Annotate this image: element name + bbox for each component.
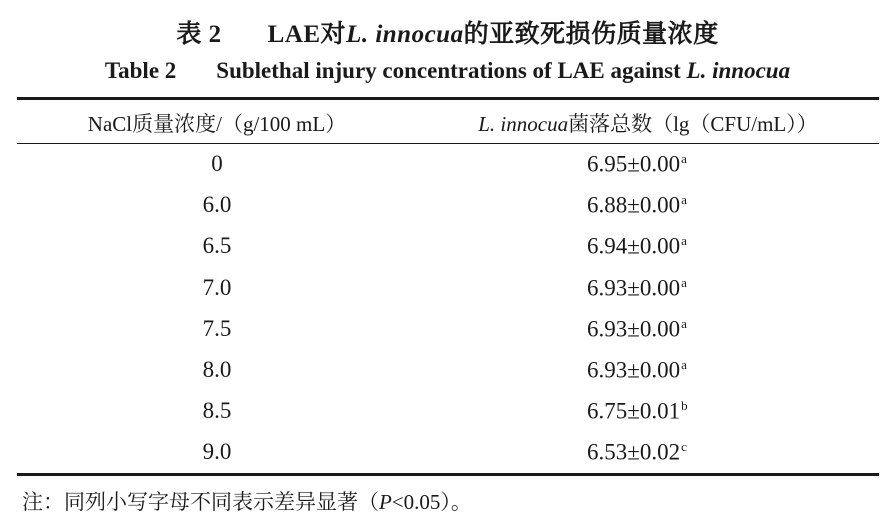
cell-count-value: 6.94±0.00: [587, 234, 681, 260]
cell-count-value: 6.95±0.00: [587, 151, 681, 177]
table-row: [17, 269, 879, 310]
cell-nacl: 6.5: [202, 233, 232, 259]
table-top-rule: [17, 97, 879, 100]
header-count: [417, 108, 879, 138]
cell-count-value: 6.93±0.00: [587, 316, 681, 342]
table-header-rule: [17, 143, 879, 144]
table-header: [17, 108, 879, 142]
title-cn-species: L. innocua: [346, 21, 464, 48]
cell-count: [587, 357, 687, 384]
note-suffix: <0.05）。: [391, 490, 472, 514]
significance-letter: a: [681, 315, 687, 331]
cell-count: [587, 233, 687, 260]
cell-nacl: 9.0: [202, 439, 232, 465]
table-row: [17, 433, 879, 474]
cell-count-value: 6.93±0.00: [587, 275, 681, 301]
note-p: P: [379, 490, 392, 514]
cell-count: [587, 398, 688, 425]
cell-count: [587, 151, 687, 178]
table-row: [17, 227, 879, 268]
title-cn-prefix: LAE对: [267, 21, 347, 48]
significance-letter: a: [681, 357, 687, 372]
cell-nacl: 0: [211, 151, 223, 176]
cell-count: [587, 439, 687, 466]
table-note: [22, 486, 472, 516]
title-cn-suffix: 的亚致死损伤质量浓度: [463, 21, 719, 48]
significance-letter: a: [681, 151, 687, 166]
header-count-species: L. innocua: [478, 112, 569, 136]
cell-count: [587, 316, 687, 343]
table-row: [17, 310, 879, 351]
significance-letter: c: [681, 439, 687, 455]
table-row: [17, 392, 879, 433]
cell-count: [587, 192, 687, 219]
header-count-suffix: 菌落总数（lg（CFU/mL））: [568, 112, 818, 136]
table-row: [17, 145, 879, 186]
cell-nacl: 8.0: [202, 357, 232, 382]
cell-count: [587, 275, 687, 302]
significance-letter: a: [681, 192, 687, 208]
cell-count-value: 6.53±0.02: [587, 440, 681, 466]
title-en-prefix: Sublethal injury concentrations of LAE against: [216, 58, 687, 83]
table-row: [17, 186, 879, 227]
title-en-species: L. innocua: [686, 58, 791, 83]
cell-nacl: 6.0: [202, 192, 232, 218]
cell-count-value: 6.88±0.00: [587, 192, 681, 218]
table-row: [17, 351, 879, 392]
cell-count-value: 6.75±0.01: [587, 398, 681, 424]
note-prefix: 注：同列小写字母不同表示差异显著（: [22, 490, 379, 514]
cell-count-value: 6.93±0.00: [587, 357, 681, 383]
significance-letter: a: [681, 274, 687, 290]
table-title-en: [0, 58, 895, 84]
significance-letter: a: [681, 233, 687, 249]
table-label-en: Table 2: [104, 58, 177, 83]
header-nacl: NaCl质量浓度/（g/100 mL）: [87, 112, 347, 136]
cell-nacl: 7.0: [202, 274, 232, 300]
cell-nacl: 8.5: [202, 398, 232, 424]
table-label-cn: 表 2: [176, 21, 222, 48]
table-bottom-rule: [17, 473, 879, 476]
cell-nacl: 7.5: [202, 315, 232, 341]
table-title-cn: [0, 14, 895, 50]
significance-letter: b: [681, 398, 688, 414]
